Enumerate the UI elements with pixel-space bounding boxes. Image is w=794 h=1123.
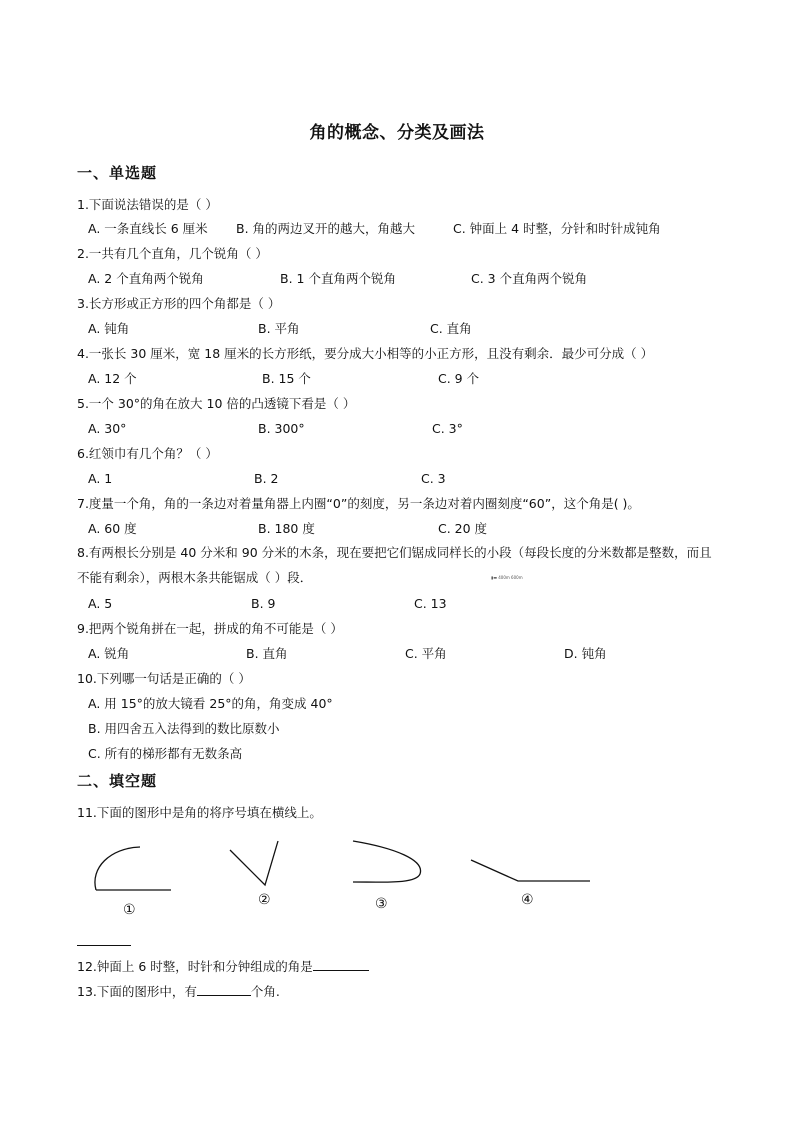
q8-option-b: B. 9 <box>251 596 276 611</box>
question-5: 5.一个 30°的角在放大 10 倍的凸透镜下看是（ ） <box>77 396 356 411</box>
figure-1-shape <box>95 847 140 890</box>
figure-3-label: ③ <box>375 896 388 912</box>
question-13 <box>77 984 280 1000</box>
q5-option-c: C. 3° <box>432 421 463 436</box>
q5-option-a: A. 30° <box>88 421 127 436</box>
question-8: 8.有两根长分别是 40 分米和 90 分米的木条，现在要把它们锯成同样长的小段（每段长度的分米数都是整数，而且不能有剩余），两根木条共能锯成（ ）段． <box>77 545 712 585</box>
figure-1-label: ① <box>123 902 136 918</box>
question-7: 7.度量一个角，角的一条边对着量角器上内圈“0”的刻度，另一条边对着内圈刻度“60”，这个角是( )。 <box>77 496 640 511</box>
section-heading-fill-blank: 二、填空题 <box>77 772 158 790</box>
q8-option-c: C. 13 <box>414 596 447 611</box>
q6-option-b: B. 2 <box>254 471 279 486</box>
question-9: 9.把两个锐角拼在一起，拼成的角不可能是（ ） <box>77 621 343 636</box>
figure-4-shape <box>471 860 590 881</box>
q8-mini-figure-label: ▮▬ 400m 600m <box>491 575 523 580</box>
question-4: 4.一张长 30 厘米，宽 18 厘米的长方形纸，要分成大小相等的小正方形，且没有剩余．最少可分成（ ） <box>77 346 654 361</box>
q6-option-c: C. 3 <box>421 471 446 486</box>
q2-option-b: B. 1 个直角两个锐角 <box>280 271 396 286</box>
q4-option-c: C. 9 个 <box>438 371 480 386</box>
q11-answer-blank[interactable] <box>77 945 131 946</box>
q2-option-a: A. 2 个直角两个锐角 <box>88 271 204 286</box>
q4-option-a: A. 12 个 <box>88 371 137 386</box>
section-heading-single-choice: 一、单选题 <box>77 164 158 182</box>
q3-option-a: A. 钝角 <box>88 321 130 336</box>
q2-option-c: C. 3 个直角两个锐角 <box>471 271 588 286</box>
question-10: 10.下列哪一句话是正确的（ ） <box>77 671 251 686</box>
q4-option-b: B. 15 个 <box>262 371 311 386</box>
q7-option-c: C. 20 度 <box>438 521 488 536</box>
q9-option-d: D. 钝角 <box>564 646 607 661</box>
q3-option-c: C. 直角 <box>430 321 472 336</box>
figure-3-shape <box>353 841 421 882</box>
q1-option-b: B. 角的两边叉开的越大，角越大 <box>236 221 416 236</box>
q1-option-a: A. 一条直线长 6 厘米 <box>88 221 208 236</box>
q10-option-b: B. 用四舍五入法得到的数比原数小 <box>88 721 280 736</box>
question-12 <box>77 959 369 975</box>
q8-option-a: A. 5 <box>88 596 113 611</box>
figure-2-shape <box>230 841 278 885</box>
q13-answer-blank[interactable] <box>197 985 251 996</box>
question-1: 1.下面说法错误的是（ ） <box>77 197 218 212</box>
question-2: 2.一共有几个直角，几个锐角（ ） <box>77 246 268 261</box>
q7-option-b: B. 180 度 <box>258 521 315 536</box>
q10-option-c: C. 所有的梯形都有无数条高 <box>88 746 243 761</box>
q1-option-c: C. 钟面上 4 时整，分针和时针成钝角 <box>453 221 661 236</box>
figure-4-label: ④ <box>521 892 534 908</box>
q7-option-a: A. 60 度 <box>88 521 137 536</box>
q6-option-a: A. 1 <box>88 471 113 486</box>
q9-option-c: C. 平角 <box>405 646 447 661</box>
q3-option-b: B. 平角 <box>258 321 300 336</box>
q9-option-a: A. 锐角 <box>88 646 130 661</box>
q12-answer-blank[interactable] <box>313 960 369 971</box>
question-6: 6.红领巾有几个角？（ ） <box>77 446 218 461</box>
q9-option-b: B. 直角 <box>246 646 288 661</box>
question-11: 11.下面的图形中是角的将序号填在横线上。 <box>77 805 322 820</box>
q10-option-a: A. 用 15°的放大镜看 25°的角，角变成 40° <box>88 696 333 711</box>
question-12-text: 12.钟面上 6 时整，时针和分钟组成的角是 <box>77 959 313 974</box>
figure-2-label: ② <box>258 892 271 908</box>
q5-option-b: B. 300° <box>258 421 305 436</box>
question-13-text-pre: 13.下面的图形中，有 <box>77 984 197 999</box>
question-13-text-post: 个角. <box>250 984 280 999</box>
page-title: 角的概念、分类及画法 <box>309 123 485 143</box>
question-3: 3.长方形或正方形的四个角都是（ ） <box>77 296 281 311</box>
